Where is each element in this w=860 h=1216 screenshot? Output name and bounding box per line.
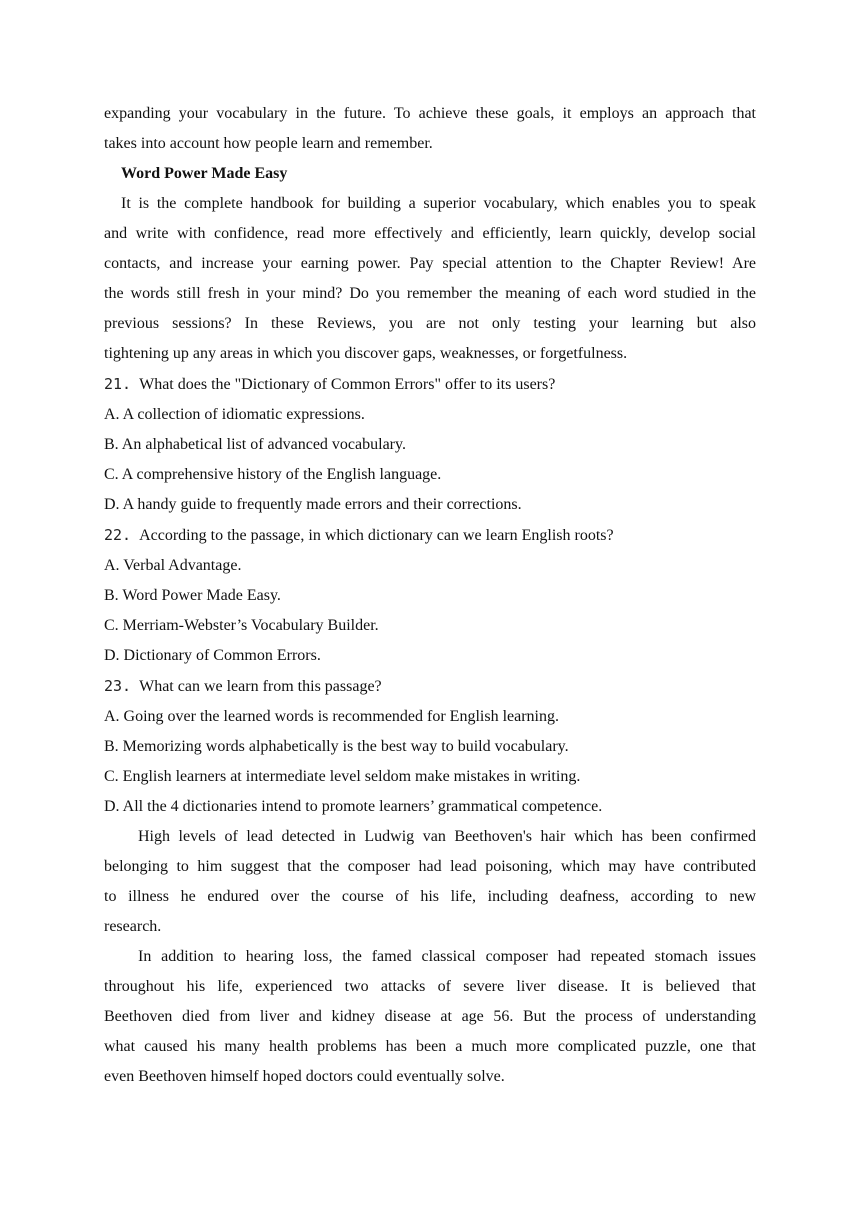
text-line: and write with confidence, read more effectively and efficiently, learn quickly, develop social bbox=[104, 225, 756, 242]
answer-option: C. A comprehensive history of the English language. bbox=[104, 466, 442, 483]
answer-option: A. Going over the learned words is recommended for English learning. bbox=[104, 708, 559, 725]
answer-option: A. A collection of idiomatic expressions. bbox=[104, 406, 365, 423]
text-line: Beethoven died from liver and kidney disease at age 56. But the process of understanding bbox=[104, 1008, 756, 1025]
answer-option: B. Memorizing words alphabetically is the best way to build vocabulary. bbox=[104, 738, 569, 755]
question-text: What can we learn from this passage? bbox=[139, 678, 382, 695]
section-word-power-made-easy bbox=[104, 159, 756, 369]
paragraph bbox=[104, 942, 756, 1092]
answer-option: D. Dictionary of Common Errors. bbox=[104, 647, 321, 664]
question-number: 22. bbox=[104, 526, 132, 544]
text-line: In addition to hearing loss, the famed classical composer had repeated stomach issues bbox=[138, 948, 756, 965]
question-number: 23. bbox=[104, 677, 132, 695]
text-line: tightening up any areas in which you discover gaps, weaknesses, or forgetfulness. bbox=[104, 345, 628, 362]
text-line: High levels of lead detected in Ludwig van Beethoven's hair which has been confirmed bbox=[138, 828, 756, 845]
question-23 bbox=[104, 671, 756, 822]
passage-beethoven bbox=[104, 822, 756, 1092]
answer-option: D. A handy guide to frequently made errors and their corrections. bbox=[104, 496, 522, 513]
section-heading: Word Power Made Easy bbox=[121, 165, 288, 182]
question-stem bbox=[104, 369, 756, 400]
question-22 bbox=[104, 520, 756, 671]
text-line: expanding your vocabulary in the future. To achieve these goals, it employs an approach that bbox=[104, 105, 756, 122]
text-line: the words still fresh in your mind? Do you remember the meaning of each word studied in the bbox=[104, 285, 756, 302]
answer-option: D. All the 4 dictionaries intend to promote learners’ grammatical competence. bbox=[104, 798, 603, 815]
text-line: contacts, and increase your earning power. Pay special attention to the Chapter Review! Are bbox=[104, 255, 756, 272]
text-line: what caused his many health problems has been a much more complicated puzzle, one that bbox=[104, 1038, 756, 1055]
text-line: throughout his life, experienced two attacks of severe liver disease. It is believed that bbox=[104, 978, 756, 995]
text-line: takes into account how people learn and remember. bbox=[104, 135, 433, 152]
answer-option: B. Word Power Made Easy. bbox=[104, 587, 281, 604]
question-stem bbox=[104, 520, 756, 551]
question-number: 21. bbox=[104, 375, 132, 393]
text-line: belonging to him suggest that the composer had lead poisoning, which may have contributed bbox=[104, 858, 756, 875]
answer-option: C. English learners at intermediate level seldom make mistakes in writing. bbox=[104, 768, 581, 785]
question-stem bbox=[104, 671, 756, 702]
text-line: research. bbox=[104, 918, 162, 935]
text-line: even Beethoven himself hoped doctors could eventually solve. bbox=[104, 1068, 505, 1085]
passage-continuation bbox=[104, 99, 756, 159]
question-text: According to the passage, in which dictionary can we learn English roots? bbox=[139, 527, 614, 544]
answer-option: C. Merriam-Webster’s Vocabulary Builder. bbox=[104, 617, 379, 634]
question-21 bbox=[104, 369, 756, 520]
text-line: previous sessions? In these Reviews, you are not only testing your learning but also bbox=[104, 315, 756, 332]
paragraph bbox=[104, 822, 756, 942]
text-line: It is the complete handbook for building a superior vocabulary, which enables you to speak bbox=[121, 195, 756, 212]
text-line: to illness he endured over the course of his life, including deafness, according to new bbox=[104, 888, 756, 905]
answer-option: A. Verbal Advantage. bbox=[104, 557, 242, 574]
question-text: What does the "Dictionary of Common Errors" offer to its users? bbox=[139, 376, 556, 393]
answer-option: B. An alphabetical list of advanced vocabulary. bbox=[104, 436, 406, 453]
document-page bbox=[104, 99, 756, 1092]
